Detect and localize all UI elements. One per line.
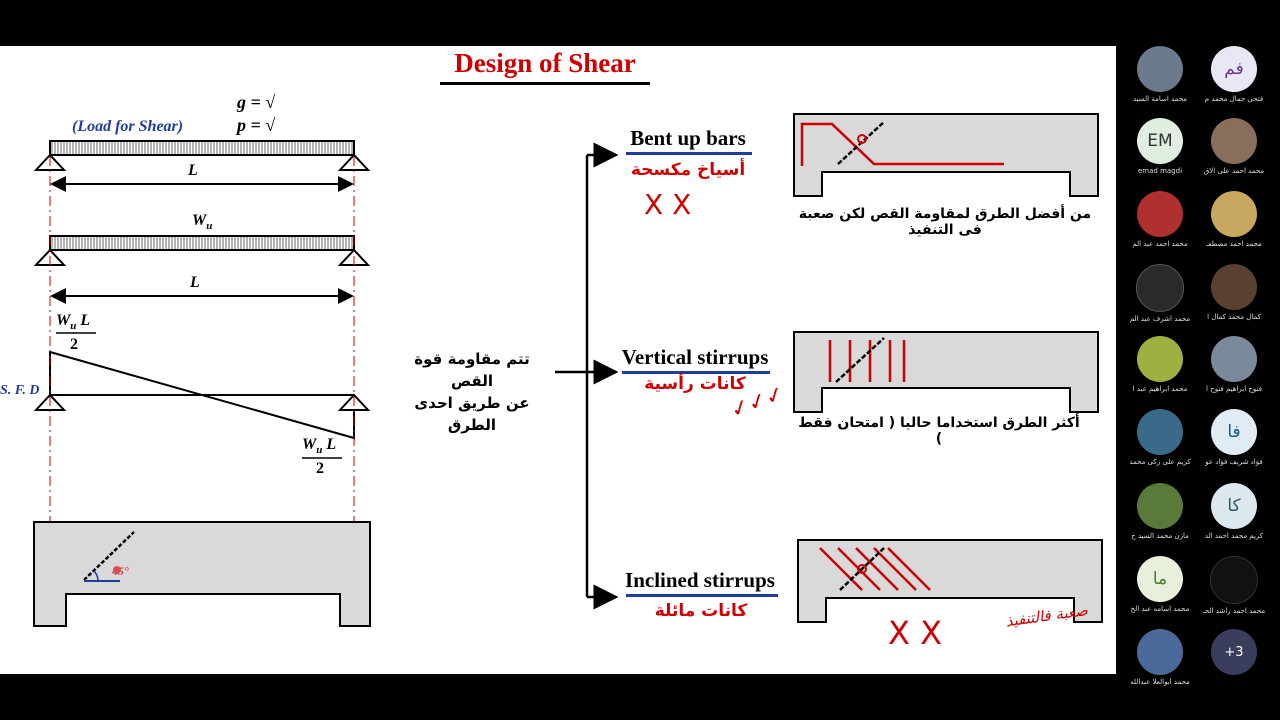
avatar: EM (1137, 118, 1183, 164)
participant-tile[interactable]: محمد احمد على الاق (1194, 118, 1274, 175)
participant-tile[interactable]: كريم على زكى محمد (1120, 409, 1200, 466)
participant-tile[interactable]: محمد احمد مصطفـ (1194, 191, 1274, 248)
center-text-line-1: تتم مقاومة قوة القص (414, 350, 530, 390)
participants-panel (1116, 46, 1280, 686)
participant-tile[interactable]: فا فؤاد شريف فؤاد عو (1194, 409, 1274, 466)
method-bent-up-bars-arabic: أسياخ مكسحة (630, 160, 746, 180)
sfd-label: S. F. D (0, 383, 40, 398)
participant-tile[interactable]: ما محمد اسامه عبد الخ (1120, 556, 1200, 613)
avatar (1211, 264, 1257, 310)
center-text (392, 348, 552, 436)
participant-tile[interactable]: محمد ابراهيم عبد ا (1120, 336, 1200, 393)
avatar (1136, 264, 1184, 312)
slide-canvas (0, 46, 1116, 674)
participant-tile[interactable]: محمد احمد عبد الم (1120, 191, 1200, 248)
bent-up-note: من أفضل الطرق لمقاومة القص لكن صعبة فى التنفيذ (798, 206, 1092, 238)
center-text-line-2: عن طريق احدى الطرق (414, 394, 530, 434)
sfd-bot-numerator: $W_u$ L (302, 436, 337, 457)
sfd-bot-denominator: 2 (316, 460, 324, 477)
branch-arrows (550, 141, 630, 611)
participant-tile[interactable]: كا كريم محمد احمد الد (1194, 483, 1274, 540)
participant-tile[interactable]: مازن محمد السيد خ (1120, 483, 1200, 540)
method-inclined-stirrups-title: Inclined stirrups (625, 568, 775, 592)
participant-tile[interactable]: EM emad magdi (1120, 118, 1200, 175)
p-label: p = √ (237, 115, 276, 135)
participant-tile[interactable]: محمد اسامة السيد (1120, 46, 1200, 103)
bent-up-mark: X X (644, 188, 692, 221)
sfd-top-numerator: $W_u$ L (56, 312, 91, 333)
avatar (1137, 191, 1183, 237)
beam-1 (50, 141, 354, 155)
more-participants-button[interactable] (1194, 629, 1274, 675)
participant-tile[interactable]: فم فتحى جمال محمد م (1194, 46, 1274, 103)
avatar (1137, 629, 1183, 675)
g-label: g = √ (237, 92, 276, 112)
avatar: ما (1137, 556, 1183, 602)
beam-section (34, 522, 370, 626)
wu-label: $W_u$ (192, 212, 213, 233)
avatar (1137, 336, 1183, 382)
participant-tile[interactable]: فتوح ابراهيم فتوح ا (1194, 336, 1274, 393)
method-bent-up-bars-title: Bent up bars (630, 126, 746, 150)
avatar: كا (1211, 483, 1257, 529)
vertical-stirrups-section (792, 330, 1102, 416)
beam-2 (50, 236, 354, 250)
method-vertical-stirrups-arabic: كانات رأسية (644, 374, 746, 394)
avatar (1211, 336, 1257, 382)
method-vertical-stirrups-title: Vertical stirrups (621, 345, 769, 369)
inclined-mark: X X (888, 614, 943, 652)
span-label-1: L (188, 162, 198, 179)
span-label-2: L (190, 274, 200, 291)
participant-tile[interactable]: كمال محمد كمال ا (1194, 264, 1274, 321)
method-inclined-stirrups-arabic: كانات مائلة (654, 601, 748, 621)
avatar (1210, 556, 1258, 604)
avatar (1137, 409, 1183, 455)
angle-label: 45° (112, 564, 129, 578)
avatar: فا (1211, 409, 1257, 455)
inclined-handwritten-note: صعبة فالتنفيذ (1004, 601, 1089, 631)
avatar (1137, 46, 1183, 92)
load-label: (Load for Shear) (72, 118, 184, 135)
avatar (1137, 483, 1183, 529)
more-count: +3 (1211, 629, 1257, 675)
participant-tile[interactable]: محمد ابوالعلا عبدالله (1120, 629, 1200, 686)
vertical-mark: ✓✓✓ (727, 381, 788, 424)
bent-up-section (792, 112, 1102, 202)
vertical-note: أكثر الطرق استخداما حاليا ( امتحان فقط ) (798, 415, 1080, 447)
avatar (1211, 191, 1257, 237)
sfd-top-denominator: 2 (70, 336, 78, 353)
beam-diagram (0, 46, 400, 674)
slide-title: Design of Shear (440, 48, 650, 85)
participant-tile[interactable]: محمد احمد راشد الحـ (1194, 556, 1274, 615)
avatar: فم (1211, 46, 1257, 92)
avatar (1211, 118, 1257, 164)
participant-tile[interactable]: محمد اشرف عبد الم (1120, 264, 1200, 323)
